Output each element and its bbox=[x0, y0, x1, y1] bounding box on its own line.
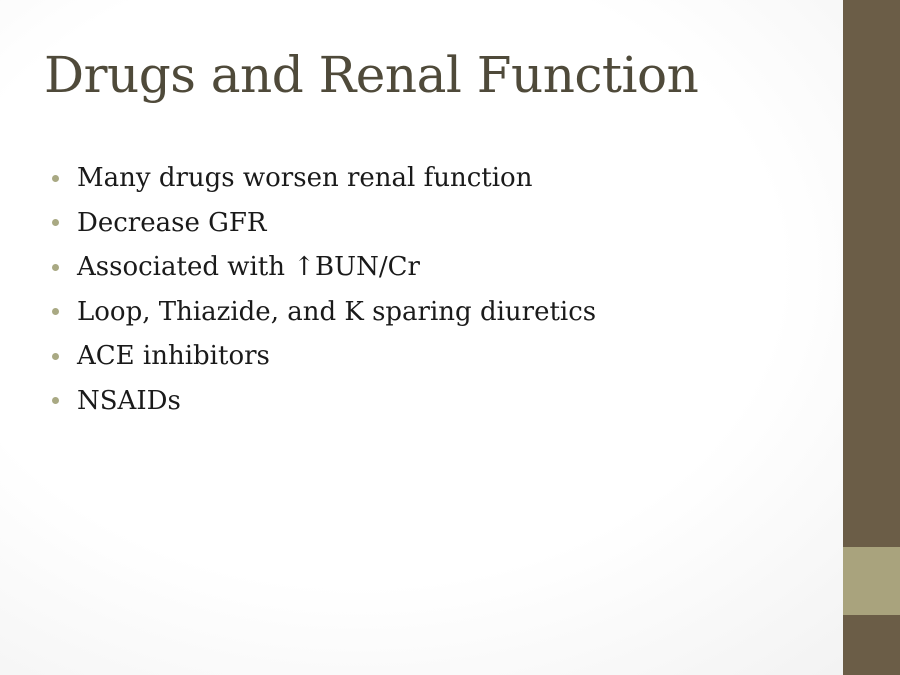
bullet-dot-icon bbox=[52, 308, 59, 315]
bullet-dot-icon bbox=[52, 264, 59, 271]
slide-title: Drugs and Renal Function bbox=[44, 46, 699, 104]
bullet-item bbox=[52, 290, 596, 335]
bullet-dot-icon bbox=[52, 219, 59, 226]
bullet-item bbox=[52, 334, 596, 379]
bullet-text: Many drugs worsen renal function bbox=[77, 163, 533, 194]
bullet-text: ACE inhibitors bbox=[77, 341, 270, 372]
bullet-item bbox=[52, 156, 596, 201]
bullet-list bbox=[52, 156, 596, 423]
bullet-item bbox=[52, 245, 596, 290]
bullet-item bbox=[52, 201, 596, 246]
bullet-dot-icon bbox=[52, 397, 59, 404]
bullet-item bbox=[52, 379, 596, 424]
bullet-text: NSAIDs bbox=[77, 385, 181, 416]
sidebar-accent-block bbox=[843, 547, 900, 615]
bullet-dot-icon bbox=[52, 353, 59, 360]
bullet-text: Decrease GFR bbox=[77, 207, 267, 238]
bullet-text: Loop, Thiazide, and K sparing diuretics bbox=[77, 296, 597, 327]
bullet-text: Associated with ↑BUN/Cr bbox=[77, 252, 420, 283]
bullet-dot-icon bbox=[52, 175, 59, 182]
